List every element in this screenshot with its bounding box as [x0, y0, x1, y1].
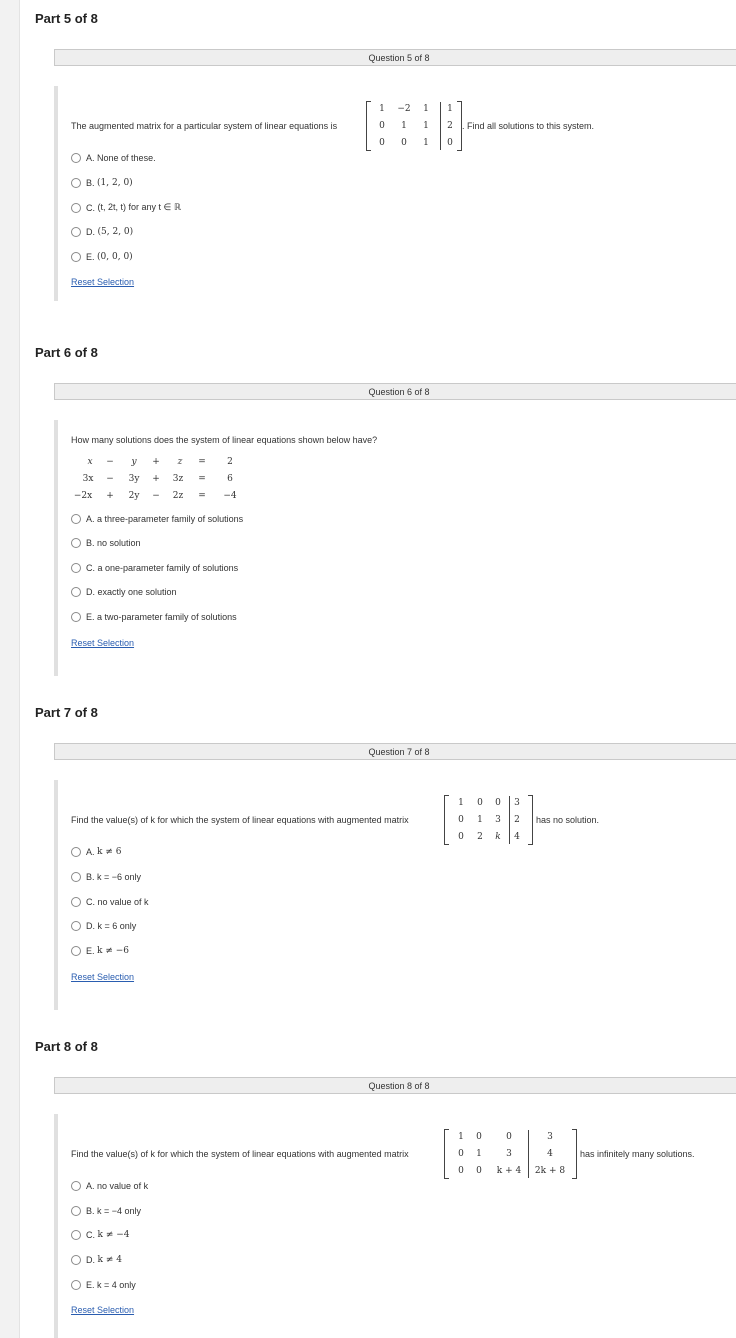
question-7-header: Question 7 of 8 — [54, 743, 736, 760]
option-letter: D. — [86, 227, 95, 237]
equation-term: 2 — [227, 457, 233, 467]
option-text: k ≠ 4 — [97, 1255, 122, 1265]
matrix-cell: 3 — [495, 815, 501, 825]
equation-op: − — [106, 457, 114, 467]
matrix-cell: k — [495, 832, 501, 842]
option-a[interactable] — [71, 514, 243, 524]
matrix-cell: 3 — [514, 798, 520, 808]
question-8-header: Question 8 of 8 — [54, 1077, 736, 1094]
option-text: None of these. — [97, 153, 156, 163]
option-letter: B. — [86, 872, 95, 882]
option-b[interactable] — [71, 178, 133, 188]
option-d[interactable] — [71, 1255, 122, 1265]
option-letter: C. — [86, 897, 95, 907]
question-7-border — [54, 780, 58, 1010]
question-8-matrix — [444, 1129, 577, 1179]
radio-button[interactable] — [71, 872, 81, 882]
option-letter: E. — [86, 946, 95, 956]
option-letter: B. — [86, 178, 95, 188]
radio-button[interactable] — [71, 538, 81, 548]
radio-button[interactable] — [71, 178, 81, 188]
option-letter: D. — [86, 921, 95, 931]
matrix-cell: 0 — [379, 121, 385, 131]
option-letter: C. — [86, 1230, 95, 1240]
option-text: no value of k — [97, 1181, 149, 1191]
option-c[interactable] — [71, 563, 238, 573]
matrix-cell: 0 — [495, 798, 501, 808]
matrix-cell: 0 — [477, 798, 483, 808]
matrix-cell: 1 — [458, 1132, 464, 1142]
left-gutter — [0, 0, 20, 1338]
option-letter: A. — [86, 153, 95, 163]
option-text: exactly one solution — [97, 587, 177, 597]
equation-term: 2y — [128, 491, 140, 501]
matrix-cell: 1 — [447, 104, 453, 114]
option-text: k = −4 only — [97, 1206, 142, 1216]
option-a[interactable] — [71, 153, 156, 163]
equation-op: + — [152, 457, 160, 467]
radio-button[interactable] — [71, 1280, 81, 1290]
equation-op: + — [152, 474, 160, 484]
option-e[interactable] — [71, 612, 237, 622]
option-c[interactable] — [71, 202, 181, 213]
matrix-cell: 0 — [458, 1149, 464, 1159]
matrix-cell: 1 — [379, 104, 385, 114]
equation-term: 3z — [172, 474, 184, 484]
matrix-cell: k + 4 — [496, 1166, 522, 1176]
question-5-prompt: The augmented matrix for a particular system of linear equations is — [71, 121, 338, 131]
matrix-right-bracket — [528, 795, 533, 845]
option-b[interactable] — [71, 538, 141, 548]
matrix-cell: 1 — [476, 1149, 482, 1159]
option-text: a two-parameter family of solutions — [97, 612, 237, 622]
question-8-border — [54, 1114, 58, 1338]
option-text: (t, 2t, t) for any t ∈ ℝ — [97, 202, 182, 212]
option-letter: A. — [86, 514, 95, 524]
part-5-title: Part 5 of 8 — [35, 11, 98, 26]
question-8-prompt: Find the value(s) of k for which the system of linear equations with augmented matrix — [71, 1149, 409, 1159]
matrix-cell: 3 — [506, 1149, 512, 1159]
question-5-header: Question 5 of 8 — [54, 49, 736, 66]
radio-button[interactable] — [71, 1181, 81, 1191]
matrix-cell: 1 — [423, 138, 429, 148]
matrix-cell: 4 — [514, 832, 520, 842]
radio-button[interactable] — [71, 1230, 81, 1240]
matrix-cell: 4 — [547, 1149, 553, 1159]
radio-button[interactable] — [71, 227, 81, 237]
matrix-augment-line — [440, 102, 441, 150]
option-b[interactable] — [71, 872, 141, 882]
radio-button[interactable] — [71, 612, 81, 622]
option-e[interactable] — [71, 252, 133, 262]
question-8-prompt-end: has infinitely many solutions. — [580, 1149, 695, 1159]
equation-term: −4 — [223, 491, 237, 501]
radio-button[interactable] — [71, 587, 81, 597]
question-5-prompt-end: . Find all solutions to this system. — [462, 121, 595, 131]
option-d[interactable] — [71, 587, 177, 597]
option-text: k ≠ −4 — [97, 1230, 130, 1240]
option-text: (0, 0, 0) — [97, 252, 133, 262]
matrix-cell: 0 — [458, 832, 464, 842]
matrix-cell: 0 — [379, 138, 385, 148]
question-7-matrix — [444, 795, 533, 845]
matrix-cell: 2 — [447, 121, 453, 131]
question-7-prompt: Find the value(s) of k for which the system of linear equations with augmented matrix — [71, 815, 409, 825]
equation-op: + — [106, 491, 114, 501]
matrix-augment-line — [528, 1130, 529, 1178]
radio-button[interactable] — [71, 1255, 81, 1265]
option-letter: E. — [86, 612, 95, 622]
part-7-title: Part 7 of 8 — [35, 705, 98, 720]
matrix-left-bracket — [366, 101, 371, 151]
matrix-cell: 0 — [458, 815, 464, 825]
matrix-cell: 0 — [506, 1132, 512, 1142]
option-letter: B. — [86, 1206, 95, 1216]
radio-button[interactable] — [71, 153, 81, 163]
matrix-left-bracket — [444, 795, 449, 845]
reset-selection-link[interactable]: Reset Selection — [71, 1305, 135, 1315]
equation-op: − — [106, 474, 114, 484]
part-8-title: Part 8 of 8 — [35, 1039, 98, 1054]
equation-system — [70, 455, 240, 501]
option-text: k = 6 only — [97, 921, 137, 931]
option-letter: B. — [86, 538, 95, 548]
matrix-cell: 2 — [514, 815, 520, 825]
option-letter: D. — [86, 587, 95, 597]
option-letter: A. — [86, 847, 95, 857]
matrix-cell: −2 — [397, 104, 411, 114]
option-e[interactable] — [71, 1280, 136, 1290]
radio-button[interactable] — [71, 203, 81, 213]
option-letter: E. — [86, 1280, 95, 1290]
part-6-title: Part 6 of 8 — [35, 345, 98, 360]
matrix-left-bracket — [444, 1129, 449, 1179]
equation-term: 3y — [128, 474, 140, 484]
matrix-cell: 0 — [476, 1132, 482, 1142]
equation-term: 6 — [227, 474, 233, 484]
option-a[interactable] — [71, 1181, 148, 1191]
radio-button[interactable] — [71, 514, 81, 524]
radio-button[interactable] — [71, 921, 81, 931]
reset-selection-link[interactable]: Reset Selection — [71, 972, 135, 982]
equation-term: −2x — [73, 491, 93, 501]
option-c[interactable] — [71, 897, 149, 907]
option-letter: A. — [86, 1181, 95, 1191]
question-6-header: Question 6 of 8 — [54, 383, 736, 400]
option-text: (1, 2, 0) — [97, 178, 133, 188]
question-5-matrix — [366, 101, 462, 151]
radio-button[interactable] — [71, 1206, 81, 1216]
matrix-cell: 1 — [423, 104, 429, 114]
option-text: k ≠ 6 — [97, 847, 122, 857]
option-b[interactable] — [71, 1206, 141, 1216]
question-5-border — [54, 86, 58, 301]
matrix-cell: 1 — [401, 121, 407, 131]
option-text: no value of k — [97, 897, 149, 907]
option-d[interactable] — [71, 227, 133, 237]
option-text: a three-parameter family of solutions — [97, 514, 244, 524]
option-d[interactable] — [71, 921, 136, 931]
equation-op: = — [198, 457, 206, 467]
equation-term: 3x — [82, 474, 94, 484]
option-e[interactable] — [71, 946, 129, 956]
matrix-cell: 3 — [547, 1132, 553, 1142]
matrix-cell: 0 — [458, 1166, 464, 1176]
matrix-right-bracket — [572, 1129, 577, 1179]
question-6-border — [54, 420, 58, 676]
option-text: k = 4 only — [97, 1280, 136, 1290]
equation-op: = — [198, 491, 206, 501]
equation-term: 2z — [172, 491, 184, 501]
option-letter: D. — [86, 1255, 95, 1265]
radio-button[interactable] — [71, 252, 81, 262]
matrix-cell: 2k + 8 — [534, 1166, 566, 1176]
radio-button[interactable] — [71, 897, 81, 907]
matrix-cell: 1 — [458, 798, 464, 808]
matrix-cell: 1 — [477, 815, 483, 825]
reset-selection-link[interactable]: Reset Selection — [71, 638, 135, 648]
matrix-cell: 0 — [476, 1166, 482, 1176]
reset-selection-link[interactable]: Reset Selection — [71, 277, 135, 287]
option-c[interactable] — [71, 1230, 130, 1240]
option-letter: C. — [86, 202, 95, 213]
matrix-cell: 2 — [477, 832, 483, 842]
option-text: k = −6 only — [97, 872, 142, 882]
option-text: a one-parameter family of solutions — [97, 563, 239, 573]
radio-button[interactable] — [71, 563, 81, 573]
option-letter: E. — [86, 252, 95, 262]
matrix-cell: 0 — [401, 138, 407, 148]
radio-button[interactable] — [71, 847, 81, 857]
option-a[interactable] — [71, 847, 121, 857]
option-text: (5, 2, 0) — [97, 227, 134, 237]
matrix-cell: 0 — [447, 138, 453, 148]
option-text: k ≠ −6 — [97, 946, 130, 956]
equation-op: − — [152, 491, 160, 501]
matrix-cell: 1 — [423, 121, 429, 131]
question-6-prompt: How many solutions does the system of linear equations shown below have? — [71, 435, 378, 445]
equation-term: x — [87, 457, 93, 467]
equation-term: z — [177, 457, 183, 467]
equation-term: y — [131, 457, 137, 467]
option-letter: C. — [86, 563, 95, 573]
equation-op: = — [198, 474, 206, 484]
radio-button[interactable] — [71, 946, 81, 956]
option-text: no solution — [97, 538, 141, 548]
question-7-prompt-end: has no solution. — [536, 815, 600, 825]
